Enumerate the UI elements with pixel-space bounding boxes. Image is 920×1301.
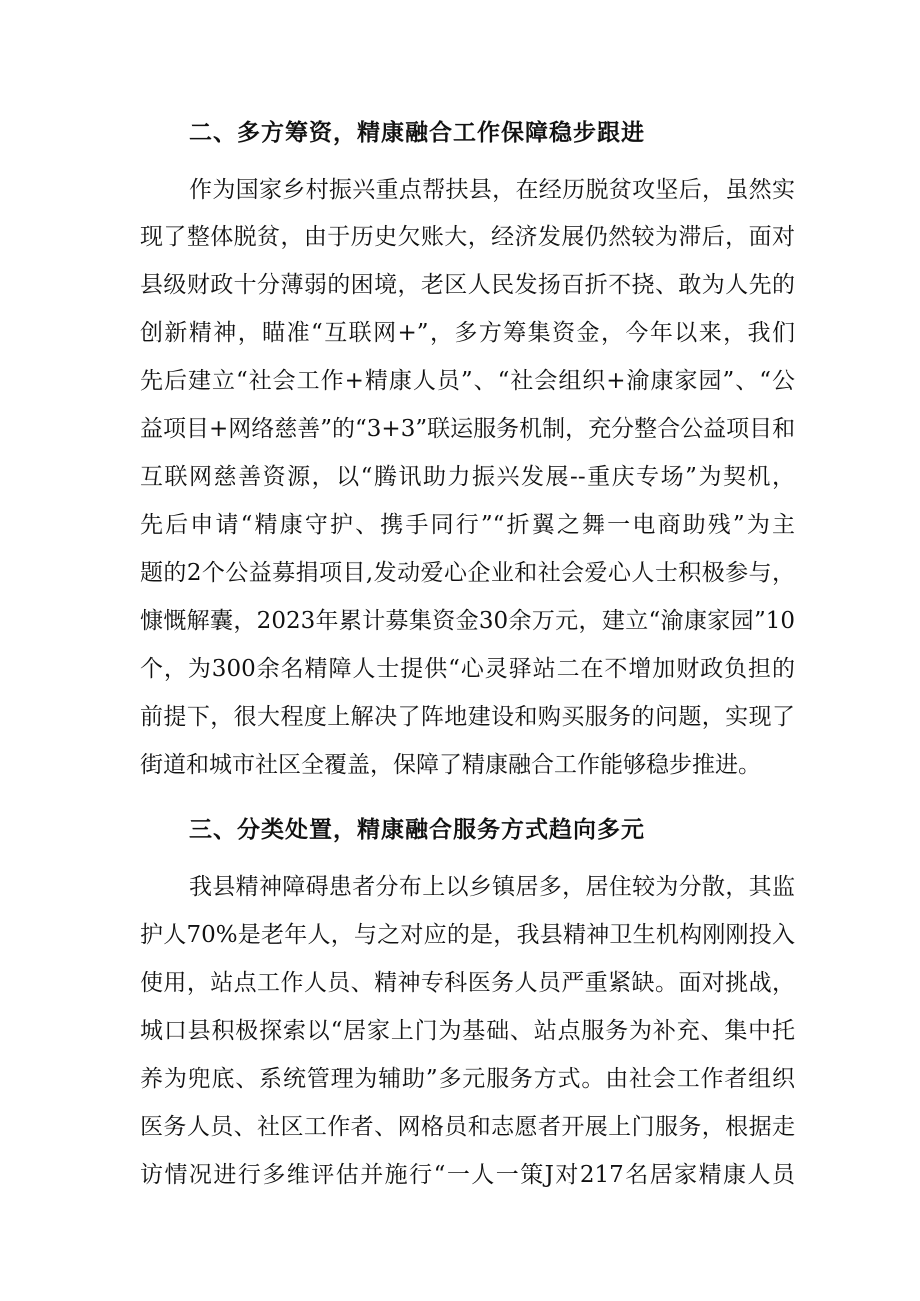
paragraph-line: 现了整体脱贫，由于历史欠账大，经济发展仍然较为滞后，面对 (140, 224, 795, 250)
paragraph-line: 县级财政十分薄弱的困境，老区人民发扬百折不挠、敢为人先的 (140, 272, 795, 298)
paragraph-line: 先后申请“精康守护、携手同行”“折翼之舞一电商助残”为主 (140, 512, 795, 538)
paragraph-line: 先后建立“社会工作+精康人员”、“社会组织+渝康家园”、“公 (140, 368, 795, 394)
paragraph-line: 前提下，很大程度上解决了阵地建设和购买服务的问题，实现了 (140, 704, 795, 730)
paragraph-line: 益项目+网络慈善”的“3+3”联运服务机制，充分整合公益项目和 (140, 416, 796, 442)
paragraph-line: 创新精神，瞄准“互联网+”，多方筹集资金，今年以来，我们 (140, 320, 795, 346)
paragraph-line: 使用，站点工作人员、精神专科医务人员严重紧缺。面对挑战， (140, 970, 795, 996)
paragraph-line: 题的2个公益募捐项目,发动爱心企业和社会爱心人士积极参与， (140, 560, 795, 586)
paragraph-line: 城口县积极探索以“居家上门为基础、站点服务为补充、集中托 (140, 1018, 795, 1044)
paragraph-line: 慷慨解囊，2023年累计募集资金30余万元，建立“渝康家园”10 (140, 608, 795, 634)
section-heading-3: 三、分类处置，精康融合服务方式趋向多元 (189, 816, 645, 843)
paragraph-line: 作为国家乡村振兴重点帮扶县，在经历脱贫攻坚后，虽然实 (189, 177, 795, 203)
paragraph-line: 街道和城市社区全覆盖，保障了精康融合工作能够稳步推进。 (140, 752, 761, 778)
paragraph-line: 医务人员、社区工作者、网格员和志愿者开展上门服务，根据走 (140, 1114, 795, 1140)
paragraph-line: 个，为300余名精障人士提供“心灵驿站二在不增加财政负担的 (140, 656, 795, 682)
paragraph-line: 互联网慈善资源，以“腾讯助力振兴发展--重庆专场”为契机， (140, 464, 795, 490)
paragraph-line: 访情况进行多维评估并施行“一人一策J对217名居家精康人员 (140, 1162, 795, 1188)
paragraph-line: 护人70%是老年人，与之对应的是，我县精神卫生机构刚刚投入 (140, 922, 795, 948)
section-heading-2: 二、多方筹资，精康融合工作保障稳步跟进 (189, 119, 645, 146)
paragraph-line: 养为兜底、系统管理为辅助”多元服务方式。由社会工作者组织 (140, 1066, 795, 1092)
paragraph-line: 我县精神障碍患者分布上以乡镇居多，居住较为分散，其监 (189, 874, 795, 900)
